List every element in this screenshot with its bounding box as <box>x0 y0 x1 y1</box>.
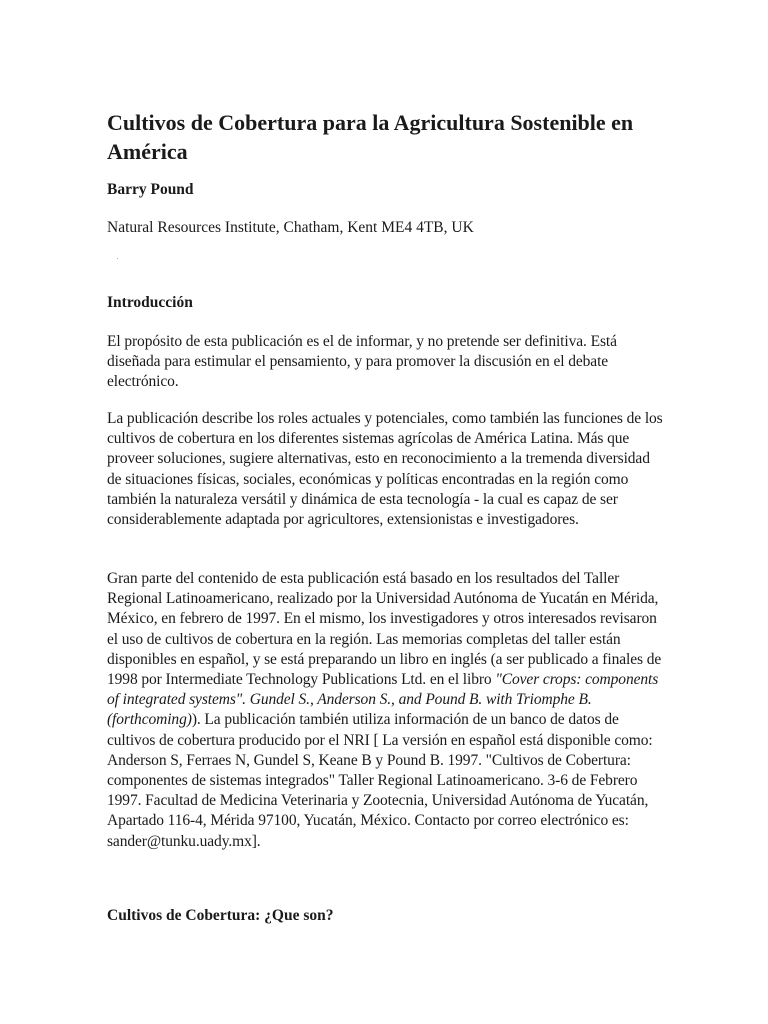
author-affiliation: Natural Resources Institute, Chatham, Kent ME4 4TB, UK <box>107 219 474 236</box>
paragraph-3-book-citation: "Cover crops: components of integrated systems". Gundel S., Anderson S., and Pound B. with Triomphe B. (forthcoming) <box>107 671 659 729</box>
paragraph-1: El propósito de esta publicación es el de informar, y no pretende ser definitiva. Está diseñada para estimular el pensamiento, y para promover la discusión en el debate electrónico. <box>107 333 617 391</box>
document-title: Cultivos de Cobertura para la Agricultura Sostenible en América <box>107 110 634 164</box>
paragraph-3 <box>107 569 663 852</box>
paragraph-3-text-end: ). La publicación también utiliza información de un banco de datos de cultivos de cobertura producido por el NRI [ La versión en español está disponible como: Anderson S, Ferraes N, Gundel S, Keane B y Pound B. 1997. "Cultivos de Cobertura: componentes de sistemas integrados" Taller Regional Latinoamericano. 3-6 de Febrero 1997. Facultad de Medicina Veterinaria y Zootecnia, Universidad Autónoma de Yucatán, Apartado 116-4, Mérida 97100, Yucatán, México. Contacto por correo electrónico es: sander@tunku.uady.mx]. <box>107 711 653 850</box>
stray-mark <box>117 258 118 259</box>
document-page <box>107 108 663 924</box>
paragraph-2: La publicación describe los roles actuales y potenciales, como también las funciones de los cultivos de cobertura en los diferentes sistemas agrícolas de América Latina. Más que proveer soluciones, sugiere alternativas, esto en reconocimiento a la tremenda diversidad de situaciones físicas, sociales, económicas y políticas encontradas en la región como también la naturaleza versátil y dinámica de esta tecnología - la cual es capaz de ser considerablemente adaptada por agricultores, extensionistas e investigadores. <box>107 410 663 529</box>
paragraph-3-text-start: Gran parte del contenido de esta publicación está basado en los resultados del Taller Regional Latinoamericano, realizado por la Universidad Autónoma de Yucatán en Mérida, México, en febrero de 1997. En el mismo, los investigadores y otros interesados revisaron el uso de cultivos de cobertura en la región. Las memorias completas del taller están disponibles en español, y se está preparando un libro en inglés (a ser publicado a finales de 1998 por Intermediate Technology Publications Ltd. en el libro <box>107 570 662 689</box>
section-heading-cultivos-de-cobertura: Cultivos de Cobertura: ¿Que son? <box>107 907 334 924</box>
section-heading-introduccion: Introducción <box>107 294 193 311</box>
author-name: Barry Pound <box>107 181 194 198</box>
